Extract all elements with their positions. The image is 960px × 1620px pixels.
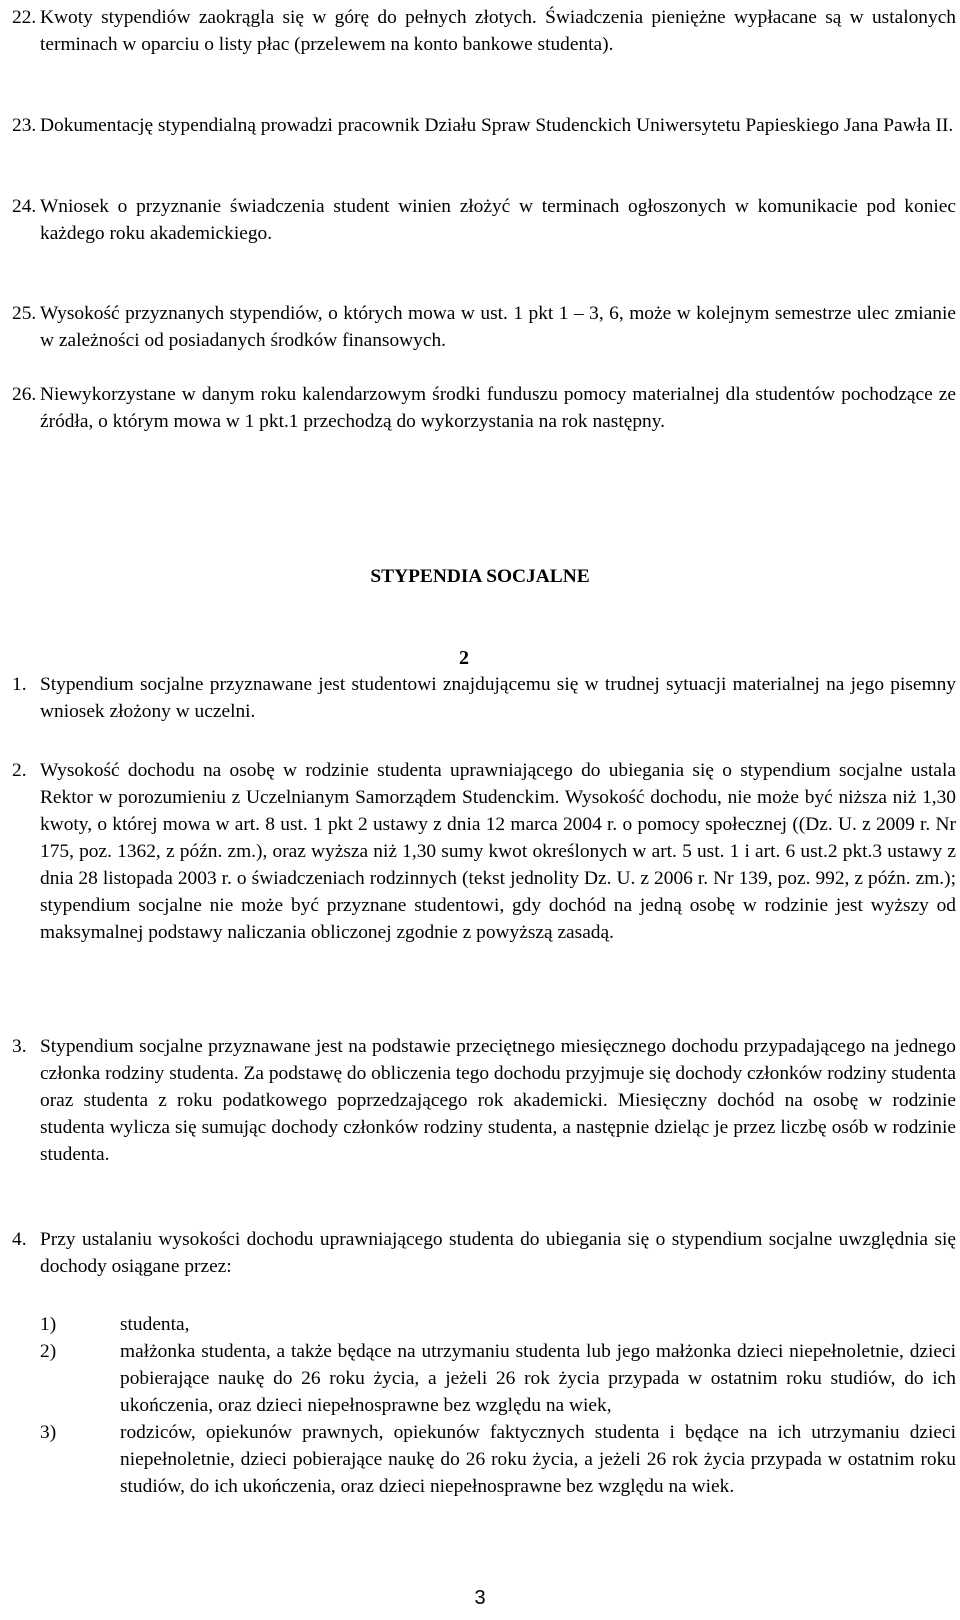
list-item [0,1311,956,1338]
paragraph-text: Niewykorzystane w danym roku kalendarzowym środki funduszu pomocy materialnej dla studentów pochodzące ze źródła, o którym mowa w 1 pkt.1 przechodzą do wykorzystania na rok następny. [40,384,956,432]
paragraph-text: Wysokość dochodu na osobę w rodzinie studenta uprawniającego do ubiegania się o stypendium socjalne ustala Rektor w porozumieniu z Uczelnianym Samorządem Studenckim. Wysokość dochodu, nie może być niższa niż 1,30 kwoty, o której mowa w art. 8 ust. 1 pkt 2 ustawy z dnia 12 marca 2004 r. o pomocy społecznej ((Dz. U. z 2009 r. Nr 175, poz. 1362, z późn. zm.), oraz wyższa niż 1,30 sumy kwot określonych w art. 5 ust. 1 i art. 6 ust.2 pkt.3 ustawy z dnia 28 listopada 2003 r. o świadczeniach rodzinnych (tekst jednolity Dz. U. z 2006 r. Nr 139, poz. 992, z późn. zm.); stypendium socjalne nie może być przyznane studentowi, gdy dochód na jedną osobę w rodzinie jest wyższy od maksymalnej podstawy naliczania obliczonej zgodnie z powyższą zasadą. [40,760,956,943]
list-item-number: 2) [40,1341,57,1362]
paragraph-25 [12,300,956,354]
paragraph-text: Przy ustalaniu wysokości dochodu uprawniającego studenta do ubiegania się o stypendium socjalne uwzględnia się dochody osiągane przez: [40,1229,956,1277]
paragraph-number: 1. [12,674,27,695]
paragraph-text: Kwoty stypendiów zaokrągla się w górę do pełnych złotych. Świadczenia pieniężne wypłacane są w ustalonych terminach w oparciu o listy płac (przelewem na konto bankowe studenta). [40,7,956,55]
paragraph-1 [12,671,956,725]
paragraph-number: 26. [12,384,37,405]
page-number: 3 [474,1587,486,1609]
paragraph-number: 25. [12,303,37,324]
paragraph-number: 4. [12,1229,27,1250]
list-item [0,1338,956,1419]
paragraph-text: Wniosek o przyznanie świadczenia student winien złożyć w terminach ogłoszonych w komunikacie pod koniec każdego roku akademickiego. [40,196,956,244]
paragraph-number: 3. [12,1036,27,1057]
list-item-number: 3) [40,1422,57,1443]
paragraph-23 [12,112,956,139]
paragraph-3 [12,1033,956,1168]
paragraph-text: Wysokość przyznanych stypendiów, o których mowa w ust. 1 pkt 1 – 3, 6, może w kolejnym semestrze ulec zmianie w zależności od posiadanych środków finansowych. [40,303,956,351]
paragraph-number: 2. [12,760,27,781]
paragraph-text: Stypendium socjalne przyznawane jest na podstawie przeciętnego miesięcznego dochodu przypadającego na jednego członka rodziny studenta. Za podstawę do obliczenia tego dochodu przyjmuje się dochody członków rodziny studenta oraz studenta z roku podatkowego poprzedzającego rok akademicki. Miesięczny dochód na osobę w rodzinie studenta wylicza się sumując dochody członków rodziny studenta, a następnie dzieląc je przez liczbę osób w rodzinie studenta. [40,1036,956,1165]
paragraph-number: 24. [12,196,37,217]
list-item-text: małżonka studenta, a także będące na utrzymaniu studenta lub jego małżonka dzieci niepełnoletnie, dzieci pobierające naukę do 26 roku życia, a jeżeli 26 rok życia przypada w ostatnim roku studiów, do ich ukończenia, oraz dzieci niepełnosprawne bez względu na wiek, [120,1341,956,1416]
section-mark: 2 [459,647,469,669]
paragraph-2 [12,757,956,946]
list-item [0,1419,956,1500]
income-sources-list [0,1311,956,1500]
paragraph-4 [12,1226,956,1280]
list-item-text: rodziców, opiekunów prawnych, opiekunów faktycznych studenta i będące na ich utrzymaniu dzieci niepełnoletnie, dzieci pobierające naukę do 26 roku życia, a jeżeli 26 rok życia przypada w ostatnim roku studiów, do ich ukończenia, oraz dzieci niepełnosprawne bez względu na wiek. [120,1422,956,1497]
list-item-number: 1) [40,1314,57,1335]
section-heading: STYPENDIA SOCJALNE [370,566,590,587]
paragraph-number: 23. [12,115,37,136]
paragraph-number: 22. [12,7,37,28]
paragraph-24 [12,193,956,247]
list-item-text: studenta, [120,1314,190,1335]
paragraph-22 [12,4,956,58]
paragraph-text: Dokumentację stypendialną prowadzi pracownik Działu Spraw Studenckich Uniwersytetu Papieskiego Jana Pawła II. [40,115,954,136]
paragraph-text: Stypendium socjalne przyznawane jest studentowi znajdującemu się w trudnej sytuacji materialnej na jego pisemny wniosek złożony w uczelni. [40,674,956,722]
paragraph-26 [12,381,956,435]
